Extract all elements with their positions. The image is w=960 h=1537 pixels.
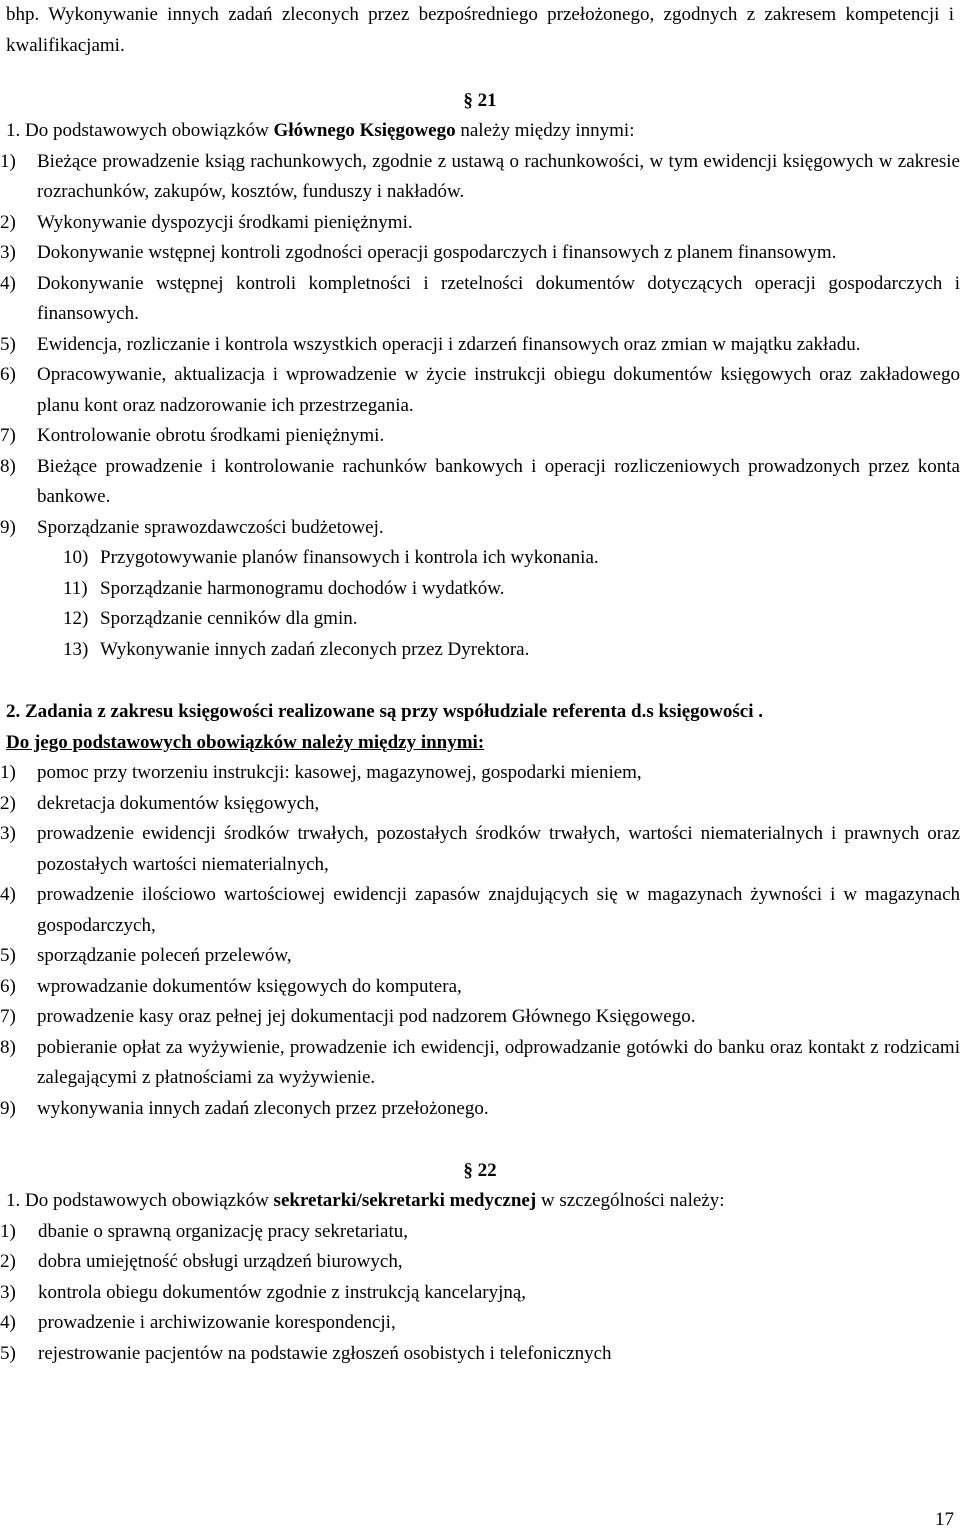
item-text: pomoc przy tworzeniu instrukcji: kasowej, magazynowej, gospodarki mieniem, — [37, 762, 642, 783]
item-text: Kontrolowanie obrotu środkami pieniężnymi. — [37, 425, 385, 446]
item-text: prowadzenie i archiwizowanie korespondencji, — [38, 1312, 396, 1333]
list-item — [0, 1339, 960, 1370]
item-text: Wykonywanie dyspozycji środkami pieniężnymi. — [37, 211, 413, 233]
item-text: dobra umiejętność obsługi urządzeń biurowych, — [38, 1251, 403, 1272]
list-item — [63, 635, 956, 666]
item-text: Ewidencja, rozliczanie i kontrola wszystkich operacji i zdarzeń finansowych oraz zmian w majątku zakładu. — [37, 333, 861, 355]
list-item — [63, 604, 956, 635]
section-22-list — [0, 1217, 960, 1370]
item-number: 1) — [0, 1220, 16, 1242]
item-number: 11) — [63, 577, 88, 599]
list-item — [0, 238, 960, 269]
item-text: rejestrowanie pacjentów na podstawie zgłoszeń osobistych i telefonicznych — [38, 1342, 612, 1364]
list-item — [0, 789, 960, 820]
item-text: pobieranie opłat za wyżywienie, prowadzenie ich ewidencji, odprowadzanie gotówki do banku oraz kontakt z rodzicami zalegającymi z płatnościami za wyżywienie. — [37, 1036, 960, 1088]
list-item — [0, 941, 960, 972]
item-text: Sporządzanie sprawozdawczości budżetowej. — [37, 516, 384, 538]
section-21-heading-prefix: 1. Do podstawowych obowiązków — [6, 120, 274, 141]
list-item — [0, 1247, 960, 1278]
item-number: 7) — [0, 425, 16, 446]
list-item — [0, 880, 960, 941]
item-text: prowadzenie ilościowo wartościowej ewidencji zapasów znajdujących się w magazynach żywności i w magazynach gospodarczych, — [37, 884, 960, 936]
item-number: 4) — [0, 1312, 16, 1333]
section-2-heading: 2. Zadania z zakresu księgowości realizowane są przy współudziale referenta d.s księgowości . — [6, 701, 763, 722]
item-text: prowadzenie kasy oraz pełnej jej dokumentacji pod nadzorem Głównego Księgowego. — [37, 1006, 696, 1027]
section-21-heading-bold: Głównego Księgowego — [273, 120, 456, 141]
item-text: wykonywania innych zadań zleconych przez przełożonego. — [37, 1097, 489, 1119]
item-number: 9) — [0, 516, 16, 538]
intro-paragraph: bhp. Wykonywanie innych zadań zleconych przez bezpośredniego przełożonego, zgodnych z zakresem kompetencji i kwalifikacjami. — [6, 4, 954, 56]
list-item — [0, 452, 960, 513]
item-number: 2) — [0, 1251, 16, 1272]
item-text: Opracowywanie, aktualizacja i wprowadzenie w życie instrukcji obiegu dokumentów księgowych oraz zakładowego planu kont oraz nadzorowanie ich przestrzegania. — [37, 364, 960, 416]
spacer — [0, 665, 960, 697]
item-number: 6) — [0, 975, 16, 997]
item-number: 5) — [0, 333, 16, 355]
list-item — [0, 360, 960, 421]
list-item — [63, 543, 956, 574]
item-number: 8) — [0, 1036, 16, 1058]
list-item — [0, 1308, 960, 1339]
item-number: 4) — [0, 272, 16, 294]
list-item — [0, 1217, 960, 1248]
list-item — [0, 208, 960, 239]
section-21-heading — [0, 116, 960, 147]
list-item — [0, 1002, 960, 1033]
item-number: 7) — [0, 1006, 16, 1027]
item-number: 2) — [0, 211, 16, 233]
item-text: Przygotowywanie planów finansowych i kontrola ich wykonania. — [100, 547, 599, 568]
item-text: Bieżące prowadzenie ksiąg rachunkowych, zgodnie z ustawą o rachunkowości, w tym ewidencji księgowych w zakresie rozrachunków, zakupów, kosztów, funduszy i nakładów. — [37, 150, 960, 202]
section-21-heading-suffix: należy między innymi: — [455, 120, 635, 141]
item-text: Sporządzanie cenników dla gmin. — [100, 608, 358, 629]
list-item — [0, 330, 960, 361]
item-text: Dokonywanie wstępnej kontroli zgodności operacji gospodarczych i finansowych z planem finansowym. — [37, 242, 837, 263]
list-item — [63, 574, 956, 605]
section-22-heading-prefix: 1. Do podstawowych obowiązków — [6, 1190, 274, 1211]
item-text: Wykonywanie innych zadań zleconych przez Dyrektora. — [100, 638, 530, 660]
list-item — [0, 1033, 960, 1094]
list-item — [0, 513, 960, 544]
section-2-list — [0, 758, 960, 1124]
item-text: Sporządzanie harmonogramu dochodów i wydatków. — [100, 577, 505, 599]
item-text: dekretacja dokumentów księgowych, — [37, 792, 320, 814]
list-item — [0, 269, 960, 330]
list-item — [0, 972, 960, 1003]
list-item — [0, 147, 960, 208]
list-item — [0, 758, 960, 789]
item-number: 9) — [0, 1097, 16, 1119]
item-number: 2) — [0, 792, 16, 814]
item-text: Dokonywanie wstępnej kontroli kompletności i rzetelności dokumentów dotyczących operacji gospodarczych i finansowych. — [37, 272, 960, 324]
section-22-heading-suffix: w szczególności należy: — [536, 1190, 725, 1211]
item-number: 3) — [0, 823, 16, 844]
item-number: 10) — [63, 547, 89, 568]
page-number: 17 — [935, 1508, 954, 1530]
section-22-heading-bold: sekretarki/sekretarki medycznej — [273, 1190, 537, 1211]
item-text: wprowadzanie dokumentów księgowych do komputera, — [37, 975, 462, 997]
list-item — [0, 819, 960, 880]
item-number: 4) — [0, 884, 16, 905]
list-item — [0, 1094, 960, 1125]
item-number: 5) — [0, 1342, 16, 1364]
item-text: sporządzanie poleceń przelewów, — [37, 945, 292, 966]
item-number: 1) — [0, 150, 16, 172]
item-text: prowadzenie ewidencji środków trwałych, pozostałych środków trwałych, wartości niematerialnych i prawnych oraz pozostałych wartości niematerialnych, — [37, 823, 960, 875]
list-item — [0, 421, 960, 452]
item-number: 3) — [0, 242, 16, 263]
section-21-list — [0, 147, 960, 544]
item-number: 6) — [0, 364, 16, 385]
list-item — [0, 1278, 960, 1309]
section-2-subheading: Do jego podstawowych obowiązków należy między innymi: — [6, 731, 485, 753]
item-number: 13) — [63, 638, 89, 660]
item-text: dbanie o sprawną organizację pracy sekretariatu, — [38, 1220, 408, 1242]
item-number: 1) — [0, 762, 16, 783]
section-22-heading — [0, 1186, 960, 1217]
item-number: 5) — [0, 945, 16, 966]
item-number: 12) — [63, 608, 89, 629]
section-21-mark: § 21 — [463, 90, 497, 111]
item-text: Bieżące prowadzenie i kontrolowanie rachunków bankowych i operacji rozliczeniowych prowadzonych przez konta bankowe. — [37, 455, 960, 507]
section-21-list-continued — [0, 543, 960, 665]
item-text: kontrola obiegu dokumentów zgodnie z instrukcją kancelaryjną, — [38, 1281, 527, 1303]
item-number: 3) — [0, 1281, 16, 1303]
item-number: 8) — [0, 455, 16, 477]
section-22-mark: § 22 — [463, 1160, 497, 1181]
